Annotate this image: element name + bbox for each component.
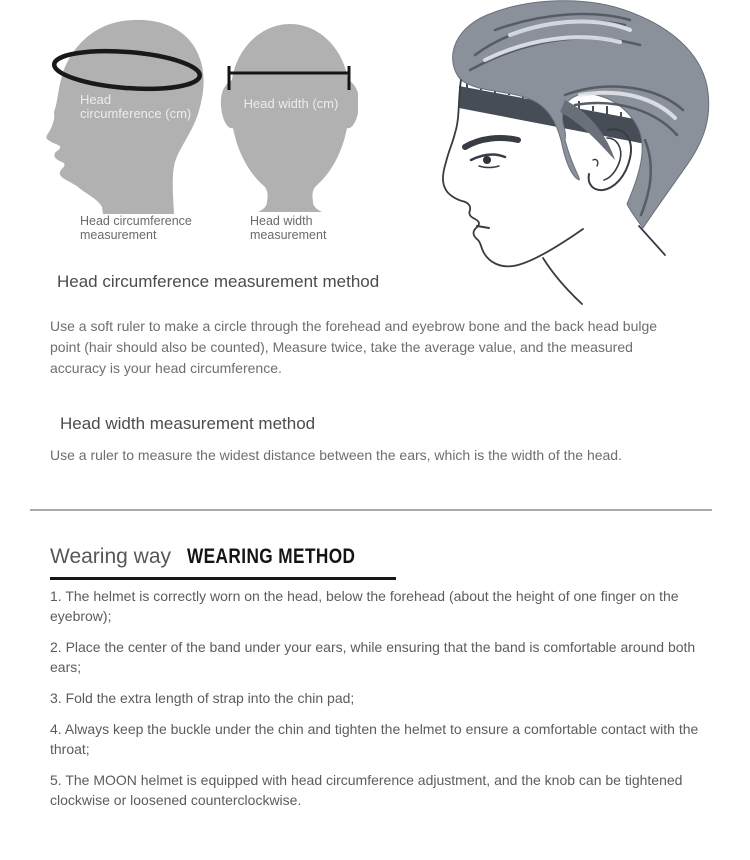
head-front-shape bbox=[221, 24, 358, 212]
hair-shape bbox=[453, 1, 709, 228]
wearing-subtitle: WEARING METHOD bbox=[187, 545, 356, 568]
side-head-label-line1: Head bbox=[80, 92, 112, 107]
front-head-silhouette bbox=[218, 16, 358, 212]
circumference-method-heading: Head circumference measurement method bbox=[57, 272, 380, 291]
wearing-step-1: 1. The helmet is correctly worn on the head, below the forehead (about the height of one finger on the eyebrow); bbox=[50, 588, 679, 624]
width-method-body: Use a ruler to measure the widest distance between the ears, which is the width of the head. bbox=[50, 447, 622, 463]
wearing-steps-list bbox=[50, 586, 700, 821]
front-neck-line bbox=[543, 258, 582, 304]
front-head-label: Head width (cm) bbox=[243, 96, 339, 111]
side-head-caption-line2: measurement bbox=[80, 227, 157, 242]
width-method-heading: Head width measurement method bbox=[60, 414, 316, 433]
side-head-caption bbox=[80, 215, 192, 242]
wearing-section-header bbox=[50, 545, 396, 580]
section-divider bbox=[30, 509, 712, 511]
front-head-caption bbox=[250, 215, 326, 242]
front-head-caption-line2: measurement bbox=[250, 227, 327, 242]
side-head-label bbox=[80, 93, 191, 121]
wearing-title: Wearing way bbox=[50, 545, 171, 568]
eye-pupil bbox=[483, 156, 491, 164]
man-profile-sketch bbox=[415, 0, 750, 312]
wearing-step-5: 5. The MOON helmet is equipped with head circumference adjustment, and the knob can be tightened clockwise or loosened counterclockwise. bbox=[50, 772, 683, 808]
front-head-caption-line1: Head width bbox=[250, 214, 313, 228]
wearing-step-3: 3. Fold the extra length of strap into the chin pad; bbox=[50, 690, 355, 706]
side-head-caption-line1: Head circumference bbox=[80, 214, 192, 228]
back-neck-line bbox=[639, 226, 665, 255]
eyebrow-shape bbox=[465, 138, 518, 147]
wearing-step-4: 4. Always keep the buckle under the chin and tighten the helmet to ensure a comfortable contact with the throat; bbox=[50, 721, 699, 757]
mouth-line bbox=[477, 226, 489, 228]
wearing-step-2: 2. Place the center of the band under your ears, while ensuring that the band is comfortable around both ears; bbox=[50, 639, 696, 675]
side-head-label-line2: circumference (cm) bbox=[80, 106, 192, 121]
circumference-method-body: Use a soft ruler to make a circle through the forehead and eyebrow bone and the back head bulge point (hair should also be counted), Measure twice, take the average value, and the measured accuracy is your head circumference. bbox=[50, 318, 658, 376]
